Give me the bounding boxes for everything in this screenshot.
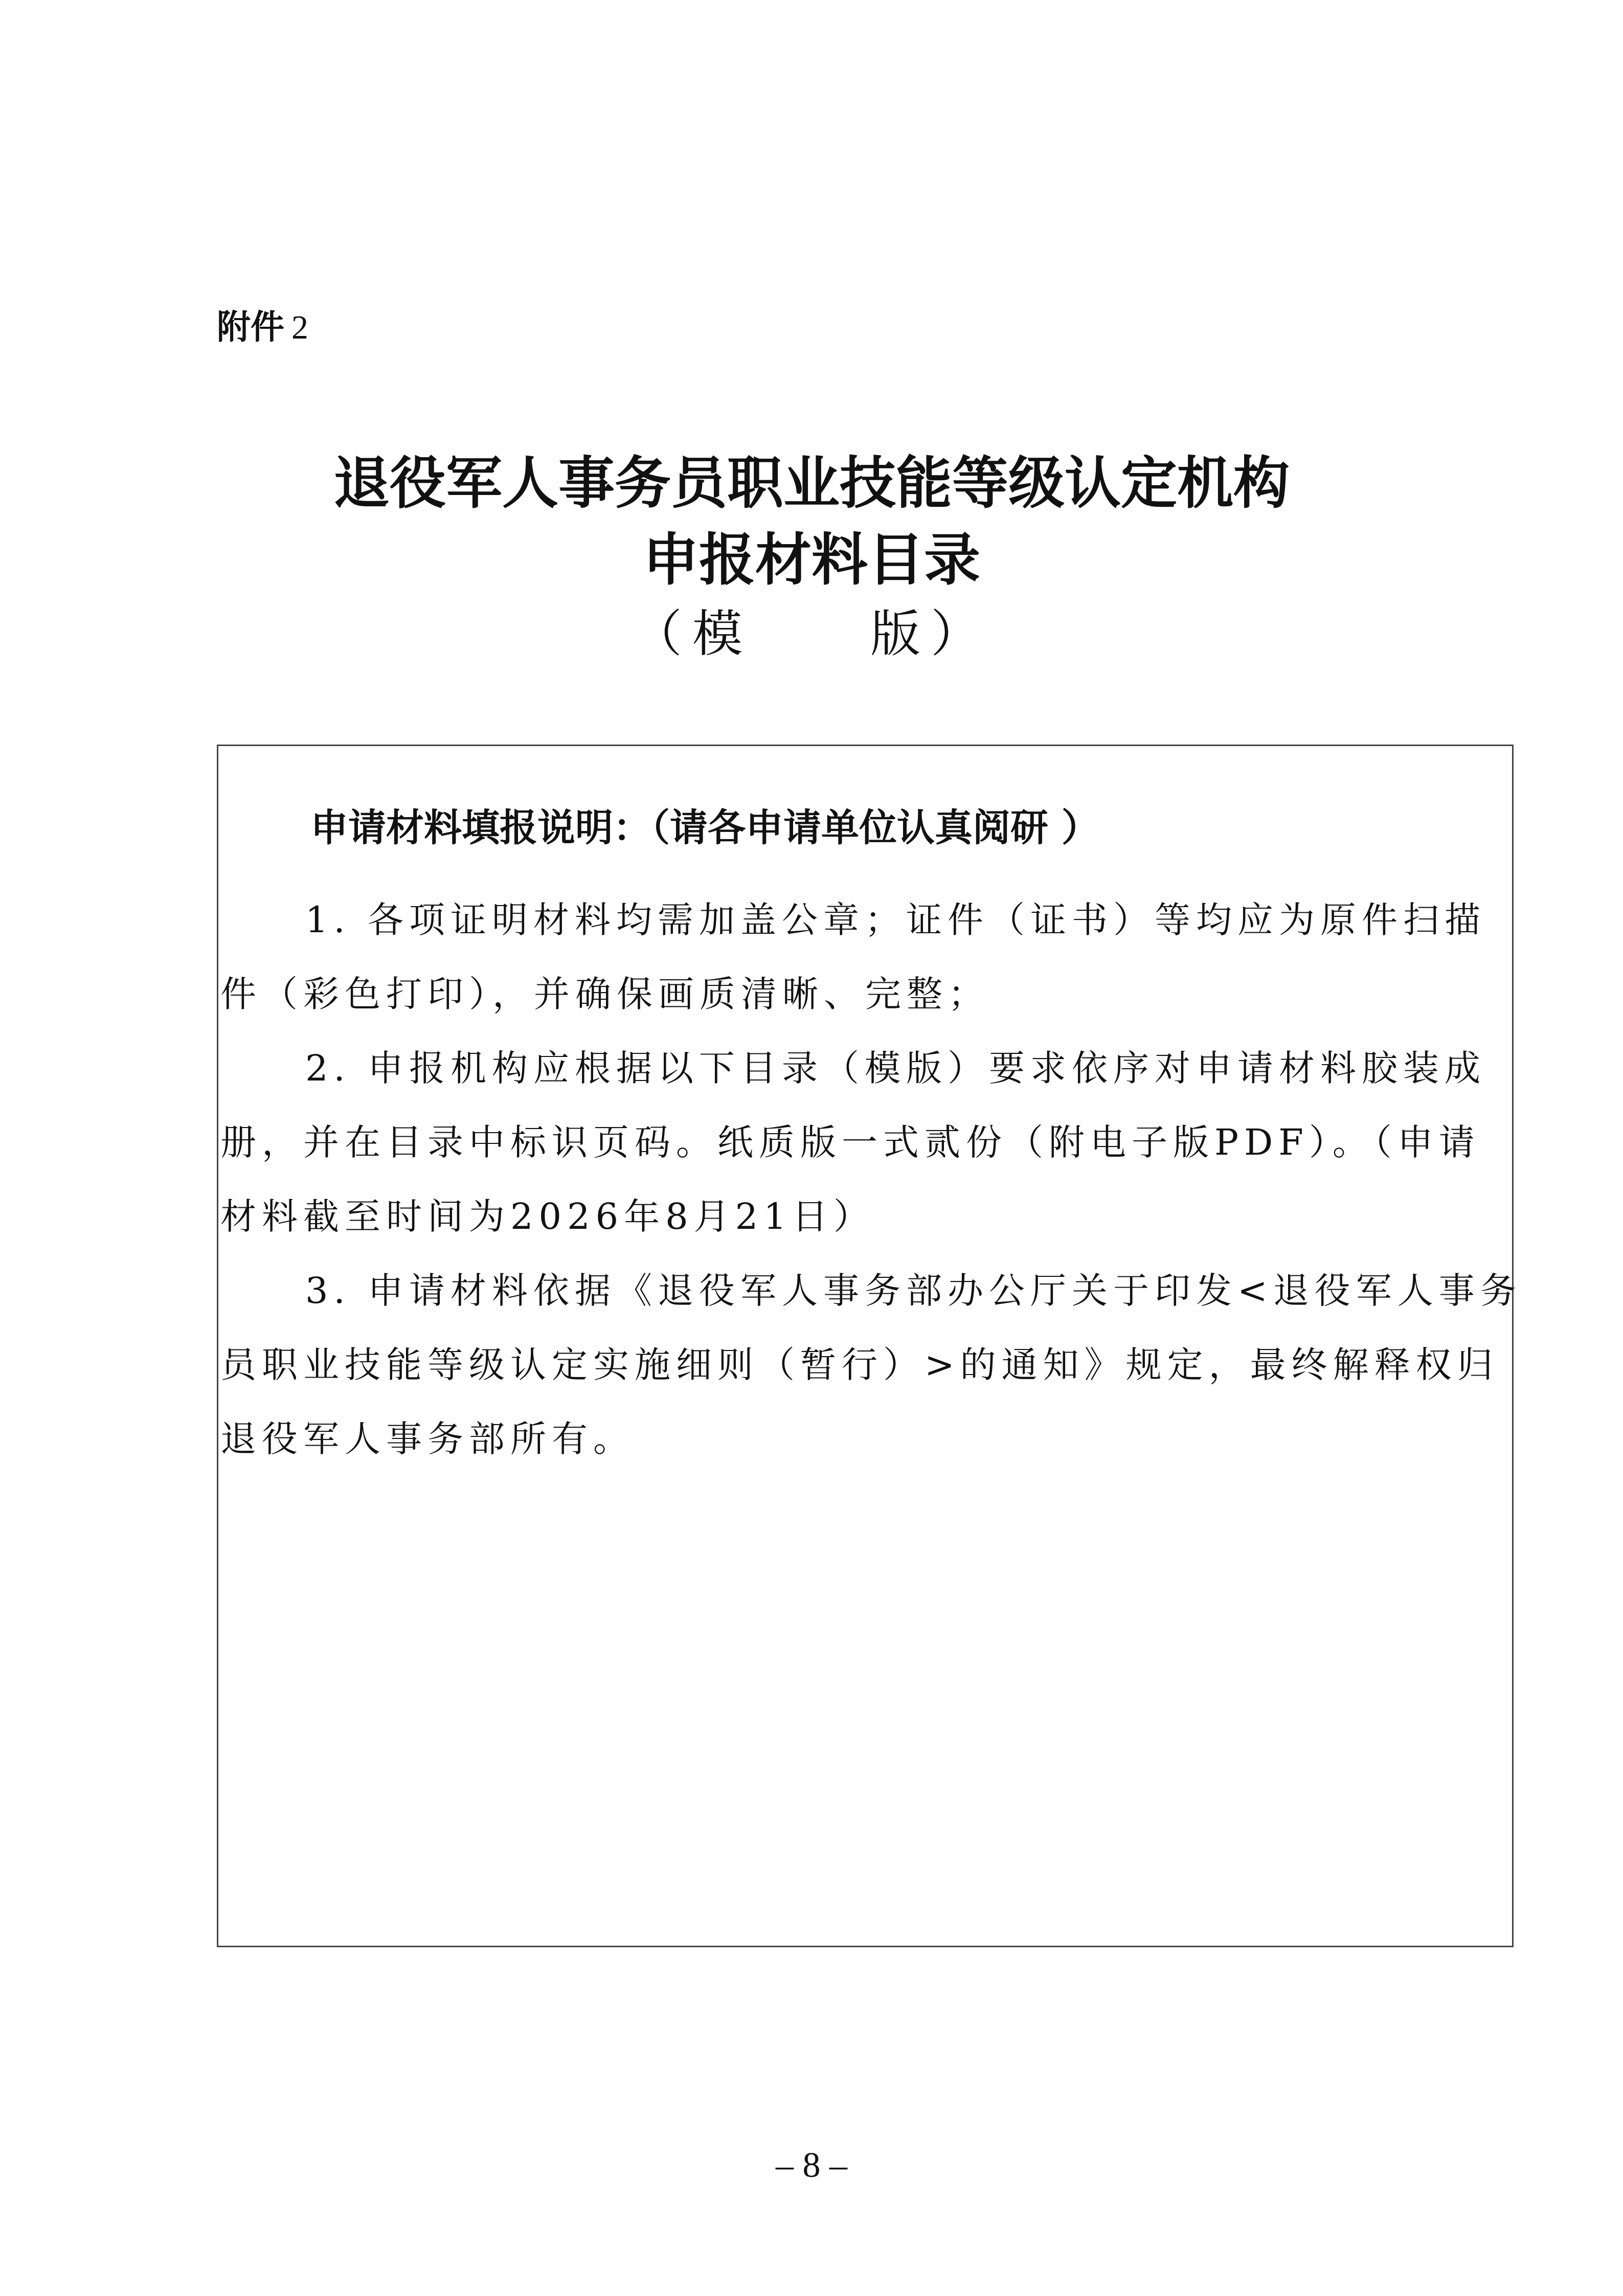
- document-title-line-2: 申报材料目录: [643, 527, 980, 593]
- instruction-line-1: 1. 各项证明材料均需加盖公章；证件（证书）等均应为原件扫描: [305, 899, 1486, 941]
- instruction-line-6: 3. 申请材料依据《退役军人事务部办公厅关于印发<退役军人事务: [305, 1270, 1522, 1312]
- instructions-box: [217, 745, 1522, 1947]
- subtitle-part-2: 版）: [870, 605, 991, 663]
- instruction-line-4: 册，并在目录中标识页码。纸质版一式贰份（附电子版PDF）。（申请: [220, 1121, 1480, 1163]
- instruction-line-8: 退役军人事务部所有。: [220, 1418, 635, 1460]
- document-subtitle: [0, 598, 1623, 670]
- attachment-number: 2: [291, 309, 308, 346]
- instructions-heading: 申请材料填报说明：（请各申请单位认真阅研 ）: [310, 806, 1099, 850]
- instruction-line-5: 材料截至时间为2026年8月21日）: [220, 1196, 875, 1237]
- page-number: – 8 –: [776, 2146, 847, 2185]
- attachment-label: [217, 302, 308, 353]
- instruction-line-7: 员职业技能等级认定实施细则（暂行）>的通知》规定，最终解释权归: [220, 1344, 1499, 1386]
- subtitle-part-1: （模: [632, 605, 753, 663]
- instruction-line-3: 2. 申报机构应根据以下目录（模版）要求依序对申请材料胶装成: [305, 1047, 1486, 1089]
- document-title-line-1: 退役军人事务员职业技能等级认定机构: [333, 451, 1290, 516]
- attachment-label-text: 附件: [217, 307, 284, 347]
- instruction-line-2: 件（彩色打印），并确保画质清晰、完整；: [220, 973, 989, 1015]
